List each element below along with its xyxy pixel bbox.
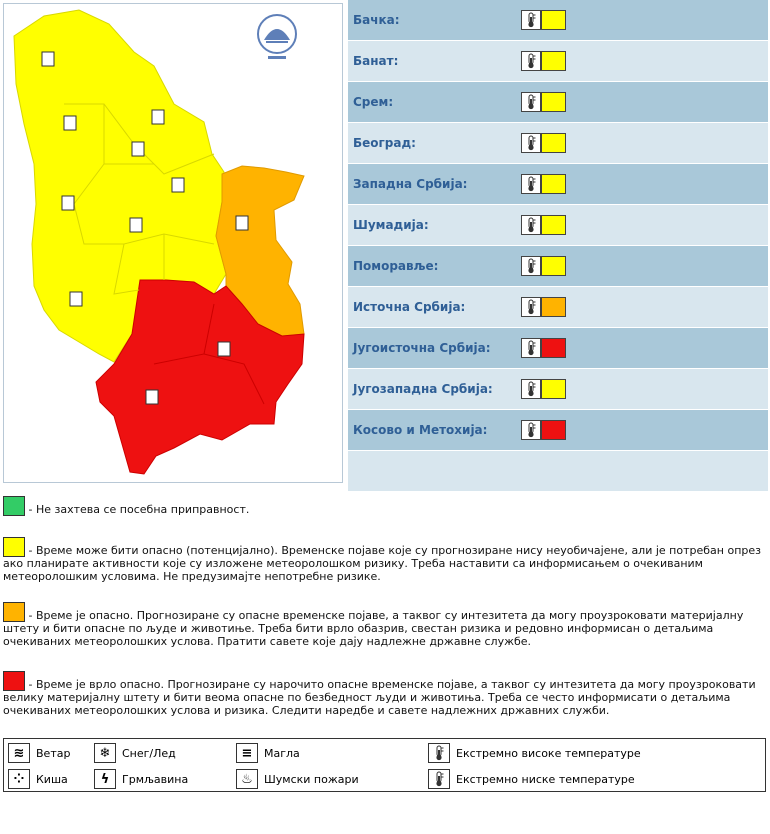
rhmz-logo bbox=[254, 12, 300, 64]
warning-level-box bbox=[541, 297, 566, 317]
thermometer-hot-icon bbox=[428, 743, 450, 763]
phenomena-icon-legend bbox=[3, 738, 766, 792]
legend-swatch bbox=[3, 671, 25, 691]
legend-item bbox=[3, 537, 768, 583]
snow-ice-icon: ❄ bbox=[94, 743, 116, 763]
icon-legend-item bbox=[8, 741, 70, 765]
region-row[interactable] bbox=[348, 410, 768, 451]
region-name[interactable]: Банат: bbox=[353, 54, 399, 68]
legend-swatch bbox=[3, 602, 25, 622]
rain-icon: ⁘ bbox=[8, 769, 30, 789]
region-warning-list bbox=[348, 0, 768, 491]
thermometer-hot-icon bbox=[521, 379, 541, 399]
icon-legend-item bbox=[428, 767, 635, 791]
region-row[interactable] bbox=[348, 82, 768, 123]
legend-text: - Не захтева се посебна приправност. bbox=[25, 503, 250, 516]
icon-legend-label: Снег/Лед bbox=[122, 746, 176, 760]
warning-map[interactable] bbox=[3, 3, 343, 483]
region-row[interactable] bbox=[348, 123, 768, 164]
region-row[interactable] bbox=[348, 328, 768, 369]
thermometer-hot-icon bbox=[521, 420, 541, 440]
thermometer-hot-icon bbox=[521, 256, 541, 276]
warning-level-box bbox=[541, 51, 566, 71]
icon-legend-label: Шумски пожари bbox=[264, 772, 359, 786]
region-name[interactable]: Југозападна Србија: bbox=[353, 382, 493, 396]
icon-legend-item bbox=[94, 741, 176, 765]
thermometer-hot-icon bbox=[521, 338, 541, 358]
icon-legend-item bbox=[8, 767, 68, 791]
legend-text: - Време је врло опасно. Прогнозиране су нарочито опасне временске појаве, а таквог су интезитетa да могу проузроковати велику материјалну штету и бити веома опасне по безбедност људи и животиња. Треба се често информисати о детаљима очекиваних метеоролошких услова и ризика. Следити наредбе и савете надлежних државних служби. bbox=[3, 678, 756, 717]
legend-item bbox=[3, 671, 768, 717]
region-name[interactable]: Шумадија: bbox=[353, 218, 429, 232]
thermometer-hot-icon bbox=[521, 10, 541, 30]
legend-item bbox=[3, 496, 768, 516]
icon-legend-item bbox=[94, 767, 188, 791]
icon-legend-item bbox=[428, 741, 641, 765]
warning-level-box bbox=[541, 215, 566, 235]
icon-legend-label: Киша bbox=[36, 772, 68, 786]
serbia-map[interactable] bbox=[4, 4, 342, 482]
thermometer-hot-icon bbox=[521, 133, 541, 153]
thermometer-hot-icon bbox=[521, 51, 541, 71]
icon-legend-label: Грмљавина bbox=[122, 772, 189, 786]
fog-icon: ≡ bbox=[236, 743, 258, 763]
warning-level-box bbox=[541, 379, 566, 399]
icon-legend-label: Екстремно ниске температуре bbox=[456, 772, 635, 786]
warning-level-box bbox=[541, 10, 566, 30]
region-row[interactable] bbox=[348, 41, 768, 82]
region-name[interactable]: Срем: bbox=[353, 95, 394, 109]
thermometer-cold-icon bbox=[428, 769, 450, 789]
region-name[interactable]: Поморавље: bbox=[353, 259, 439, 273]
icon-legend-label: Ветар bbox=[36, 746, 71, 760]
region-row[interactable] bbox=[348, 287, 768, 328]
warning-level-box bbox=[541, 256, 566, 276]
region-list-footer bbox=[348, 451, 768, 491]
warning-level-box bbox=[541, 92, 566, 112]
region-name[interactable]: Косово и Метохија: bbox=[353, 423, 488, 437]
forest-fire-icon: ♨ bbox=[236, 769, 258, 789]
region-name[interactable]: Источна Србија: bbox=[353, 300, 466, 314]
region-row[interactable] bbox=[348, 205, 768, 246]
legend-swatch bbox=[3, 496, 25, 516]
legend-swatch bbox=[3, 537, 25, 557]
region-name[interactable]: Југоисточна Србија: bbox=[353, 341, 491, 355]
warning-level-box bbox=[541, 420, 566, 440]
legend-text: - Време је опасно. Прогнозиране су опасне временске појаве, а таквог су интезитета да могу проузроковати материјалну штету и бити опасне по људе и животиње. Треба бити врло обазрив, свестан ризика и редовно информисан о детаљима очекиваних метеоролошких услова. Пратити савете које дају надлежне државне службе. bbox=[3, 609, 744, 648]
warning-level-box bbox=[541, 338, 566, 358]
region-name[interactable]: Западна Србија: bbox=[353, 177, 468, 191]
icon-legend-item bbox=[236, 767, 359, 791]
icon-legend-label: Магла bbox=[264, 746, 300, 760]
region-row[interactable] bbox=[348, 246, 768, 287]
icon-legend-label: Екстремно високе температуре bbox=[456, 746, 641, 760]
region-row[interactable] bbox=[348, 369, 768, 410]
thermometer-hot-icon bbox=[521, 92, 541, 112]
warning-level-box bbox=[541, 174, 566, 194]
warning-level-box bbox=[541, 133, 566, 153]
legend-item bbox=[3, 602, 768, 648]
region-name[interactable]: Бачка: bbox=[353, 13, 400, 27]
thermometer-hot-icon bbox=[521, 174, 541, 194]
thunderstorm-icon: ϟ bbox=[94, 769, 116, 789]
thermometer-hot-icon bbox=[521, 215, 541, 235]
region-row[interactable] bbox=[348, 164, 768, 205]
region-name[interactable]: Београд: bbox=[353, 136, 416, 150]
region-row[interactable] bbox=[348, 0, 768, 41]
icon-legend-item bbox=[236, 741, 300, 765]
thermometer-hot-icon bbox=[521, 297, 541, 317]
wind-icon: ≋ bbox=[8, 743, 30, 763]
legend-text: - Време може бити опасно (потенцијално). Временске појаве које су прогнозиране нису неуобичајене, али је потребан опрез ако планирате активности које су изложене метеоролошком ризику. Треба наставити са информисањем о очекиваним метеоролошким условима. Не предузимајте непотребне ризике. bbox=[3, 544, 761, 583]
